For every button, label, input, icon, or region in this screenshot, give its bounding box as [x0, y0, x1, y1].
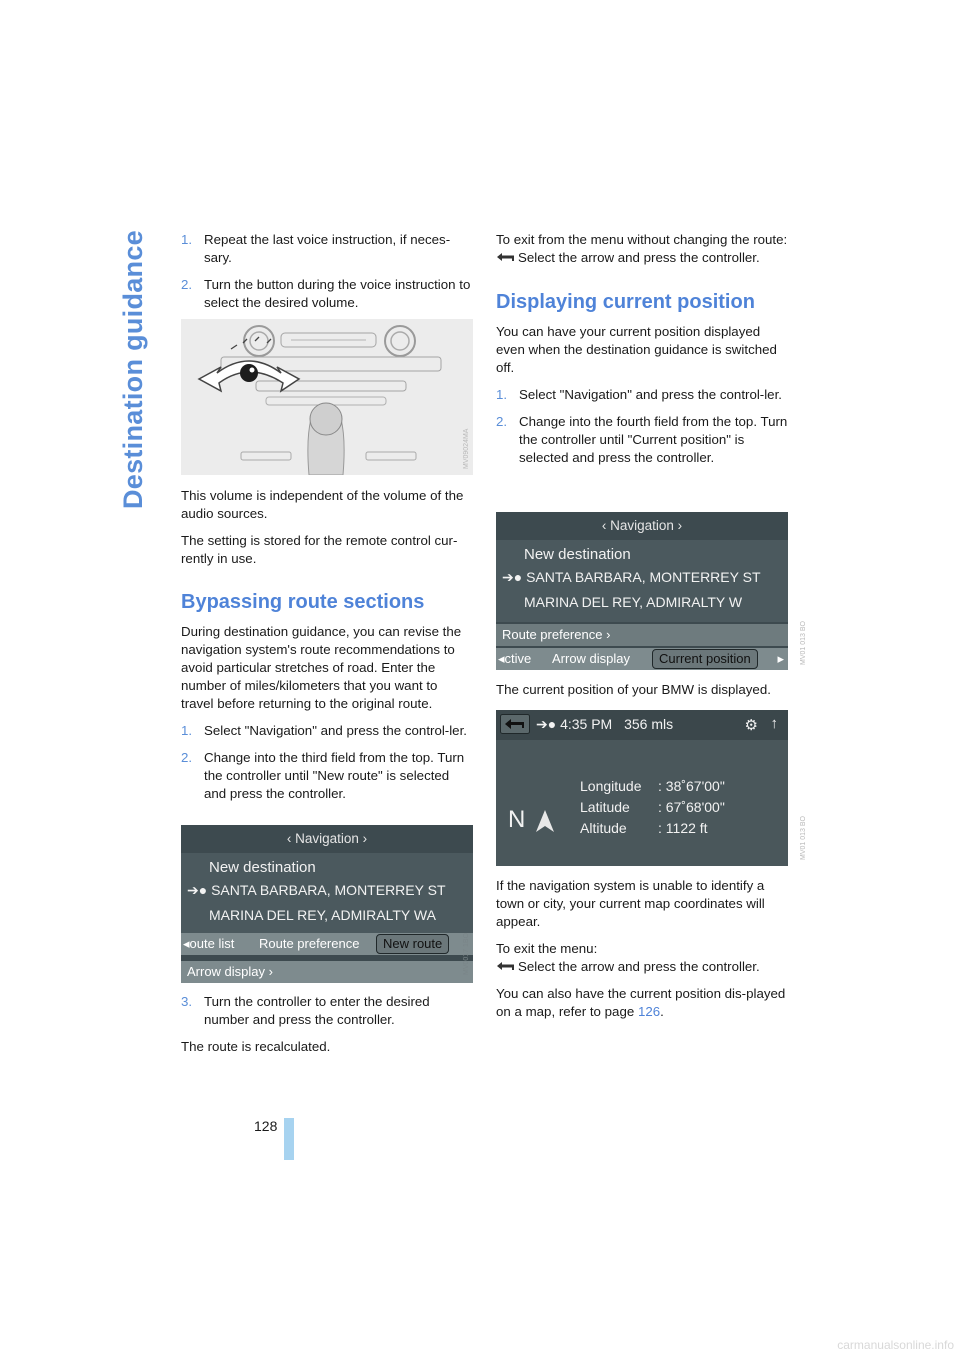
- paragraph: You can have your current position displayed even when the destination guidance is switched off.: [496, 324, 777, 375]
- right-column: [496, 231, 788, 476]
- paragraph-page-ref: You can also have the current position dis-played on a map, refer to page 126.: [496, 986, 786, 1019]
- paragraph: The route is recalculated.: [181, 1039, 331, 1054]
- route-to-item: MARINA DEL REY, ADMIRALTY W: [524, 594, 743, 610]
- bottom-tab-bar: [496, 648, 788, 670]
- settings-icon: ⚙: [744, 717, 758, 734]
- page-marker: [284, 1118, 294, 1160]
- new-destination-item: New destination: [209, 859, 316, 876]
- image-code: MV09024MA: [463, 428, 470, 469]
- distance: 356 mls: [624, 716, 674, 732]
- section-heading: Bypassing route sections: [181, 591, 425, 613]
- left-column: [181, 231, 473, 321]
- up-arrow-icon: ↑: [770, 715, 778, 732]
- paragraph: The current position of your BMW is displayed.: [496, 682, 771, 697]
- paragraph: The setting is stored for the remote control cur-rently in use.: [181, 533, 458, 566]
- route-from-item: ➔● SANTA BARBARA, MONTERREY ST: [502, 569, 761, 585]
- paragraph: This volume is independent of the volume of the audio sources.: [181, 488, 464, 521]
- latitude-value: : 67˚68'00": [658, 799, 725, 815]
- route-to-item: MARINA DEL REY, ADMIRALTY WA: [209, 907, 436, 923]
- tab-arrow-display: Arrow display: [552, 651, 631, 666]
- longitude-value: : 38˚67'00": [658, 778, 725, 794]
- coordinate-labels: [580, 776, 642, 839]
- time: 4:35 PM: [560, 716, 613, 732]
- tab-current-position-selected: Current position: [652, 649, 758, 669]
- compass-north: N: [508, 806, 526, 833]
- image-code: MV0017 1BO: [463, 932, 470, 975]
- paragraph: During destination guidance, you can revise the navigation system's route recommendations to avoid particular stretches of road. Enter the number of miles/kilometers that you want to travel before returning to the original route.: [181, 624, 462, 711]
- right-column-mid: [496, 681, 788, 708]
- list-item: 3. Turn the controller to enter the desired number and press the controller.: [181, 994, 430, 1027]
- tab-new-route-selected: New route: [376, 934, 449, 954]
- console-illustration: [181, 319, 473, 475]
- navigation-screen-current-position: [496, 512, 788, 670]
- list-item: 1. Repeat the last voice instruction, if neces-sary.: [181, 232, 451, 265]
- section-title-text: Destination guidance: [118, 230, 148, 510]
- exit-instruction: Select the arrow and press the controller.: [496, 249, 788, 267]
- tab-next-arrow: ▸: [777, 651, 784, 666]
- tab-active: ◂ctive: [498, 651, 532, 666]
- bottom-tab-bar: [181, 933, 473, 955]
- arrow-display-item: Arrow display ›: [181, 961, 473, 983]
- tab-route-list: ◂oute list: [183, 936, 235, 951]
- page-number: 128: [254, 1118, 278, 1134]
- section-heading: Displaying current position: [496, 291, 755, 313]
- list-item: 2. Turn the button during the voice instruction to select the desired volume.: [181, 277, 471, 310]
- list-item: 2. Change into the fourth field from the top. Turn the controller until "Current position" is selected and press the controller.: [496, 414, 788, 465]
- current-position-screen: [496, 710, 788, 866]
- paragraph: If the navigation system is unable to identify a town or city, your current map coordinates will appear.: [496, 878, 765, 929]
- route-from-item: ➔● SANTA BARBARA, MONTERREY ST: [187, 882, 446, 898]
- image-code: MV01 013 BO: [800, 816, 807, 860]
- section-title: [118, 230, 158, 570]
- tab-route-preference: Route preference: [259, 936, 360, 951]
- watermark: carmanualsonline.info: [837, 1338, 954, 1352]
- altitude-value: : 1122 ft: [658, 820, 708, 836]
- list-item: 1. Select "Navigation" and press the control-ler.: [496, 387, 782, 402]
- longitude-label: Longitude: [580, 778, 642, 794]
- route-preference-item: Route preference ›: [496, 624, 788, 646]
- back-arrow-icon: [500, 714, 530, 734]
- list-item: 1. Select "Navigation" and press the control-ler.: [181, 723, 467, 738]
- coordinate-values: [658, 776, 725, 839]
- direction-arrow-icon: ➔●: [536, 716, 557, 732]
- right-column-end: [496, 877, 788, 1030]
- status-text: [536, 716, 673, 733]
- paragraph: To exit from the menu without changing the route:: [496, 232, 788, 247]
- left-column-lower: [181, 487, 473, 812]
- list-item: 2. Change into the third field from the top. Turn the controller until "New route" is selected and press the controller.: [181, 750, 465, 801]
- image-code: MV01 013 BO: [800, 621, 807, 665]
- navigation-screen-new-route: [181, 825, 473, 983]
- exit-instruction: Select the arrow and press the controller.: [496, 958, 788, 976]
- latitude-label: Latitude: [580, 799, 630, 815]
- menu-title: ‹ Navigation ›: [601, 518, 683, 533]
- new-destination-item: New destination: [524, 546, 631, 563]
- back-arrow-icon: [496, 252, 516, 263]
- altitude-label: Altitude: [580, 820, 627, 836]
- console-drawing: [181, 319, 473, 475]
- back-arrow-icon: [496, 961, 516, 972]
- compass-arrow-icon: [536, 810, 554, 832]
- page-link[interactable]: 126: [637, 1004, 661, 1019]
- menu-title: ‹ Navigation ›: [286, 831, 368, 846]
- left-column-end: [181, 993, 473, 1065]
- paragraph: To exit the menu:: [496, 941, 598, 956]
